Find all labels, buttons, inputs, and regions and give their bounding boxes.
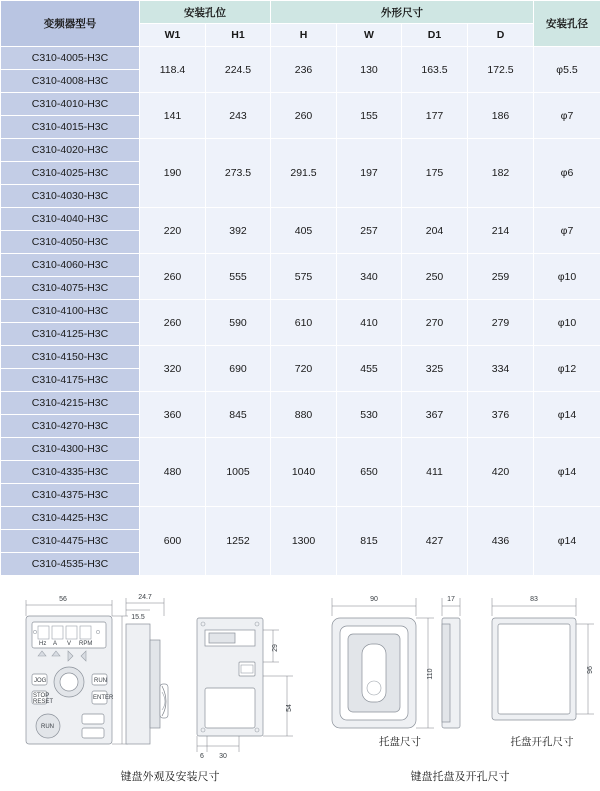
cell-w1: 360: [140, 392, 206, 438]
cell-model: C310-4020-H3C: [1, 139, 140, 162]
dim-tray-width: 90: [370, 596, 378, 603]
cell-d: 182: [468, 139, 534, 208]
cell-d: 259: [468, 254, 534, 300]
panel-cutout-view: [472, 588, 600, 758]
cell-model: C310-4008-H3C: [1, 70, 140, 93]
label-tray-size: 托盘尺寸: [360, 734, 440, 749]
cell-w: 130: [337, 47, 402, 93]
cell-model: C310-4060-H3C: [1, 254, 140, 277]
cell-d1: 204: [402, 208, 468, 254]
cell-model: C310-4300-H3C: [1, 438, 140, 461]
cell-d: 279: [468, 300, 534, 346]
cell-dia: φ14: [534, 392, 600, 438]
dim-panel-b1: 6: [200, 753, 204, 760]
cell-d1: 411: [402, 438, 468, 507]
svg-text:Hz: Hz: [39, 641, 46, 647]
dim-keypad-width: 56: [59, 596, 67, 603]
cell-h1: 224.5: [206, 47, 271, 93]
cell-h: 405: [271, 208, 337, 254]
cell-model: C310-4425-H3C: [1, 507, 140, 530]
cell-d: 172.5: [468, 47, 534, 93]
cell-d: 214: [468, 208, 534, 254]
cell-w1: 480: [140, 438, 206, 507]
cell-model: C310-4270-H3C: [1, 415, 140, 438]
cell-w: 155: [337, 93, 402, 139]
svg-text:RESET: RESET: [33, 699, 53, 705]
table-row: [1, 47, 600, 70]
cell-h: 1040: [271, 438, 337, 507]
cell-dia: φ7: [534, 208, 600, 254]
dim-hole-width: 83: [530, 596, 538, 603]
cell-d1: 175: [402, 139, 468, 208]
keypad-side-view: [118, 588, 184, 758]
svg-text:JOG: JOG: [34, 678, 47, 684]
cell-model: C310-4030-H3C: [1, 185, 140, 208]
cell-d: 186: [468, 93, 534, 139]
cell-h1: 1252: [206, 507, 271, 576]
cell-w: 455: [337, 346, 402, 392]
svg-text:RPM: RPM: [79, 641, 92, 647]
header-model: 变频器型号: [1, 1, 140, 47]
cell-d1: 177: [402, 93, 468, 139]
cell-d1: 163.5: [402, 47, 468, 93]
table-header-row-1: [1, 1, 600, 24]
table-row: [1, 300, 600, 323]
cell-w: 197: [337, 139, 402, 208]
svg-text:RUN: RUN: [94, 678, 107, 684]
cell-model: C310-4075-H3C: [1, 277, 140, 300]
cell-dia: φ7: [534, 93, 600, 139]
table-row: [1, 507, 600, 530]
svg-text:A: A: [53, 641, 57, 647]
cell-h: 291.5: [271, 139, 337, 208]
cell-w: 257: [337, 208, 402, 254]
dim-panel-b2: 30: [219, 753, 227, 760]
cell-d: 436: [468, 507, 534, 576]
header-w: W: [337, 24, 402, 47]
cell-model: C310-4150-H3C: [1, 346, 140, 369]
table-row: [1, 346, 600, 369]
cell-h1: 590: [206, 300, 271, 346]
cell-model: C310-4005-H3C: [1, 47, 140, 70]
cell-d1: 250: [402, 254, 468, 300]
cell-model: C310-4175-H3C: [1, 369, 140, 392]
cell-w1: 600: [140, 507, 206, 576]
header-h1: H1: [206, 24, 271, 47]
caption-left: 键盘外观及安装尺寸: [40, 768, 300, 784]
dim-panel-h2: 54: [286, 704, 293, 712]
cell-d1: 325: [402, 346, 468, 392]
dim-keypad-depth2: 15.5: [131, 614, 145, 621]
cell-h1: 690: [206, 346, 271, 392]
cell-dia: φ14: [534, 438, 600, 507]
dim-panel-h1: 29: [272, 644, 279, 652]
cell-dia: φ10: [534, 254, 600, 300]
cell-h1: 1005: [206, 438, 271, 507]
cell-h: 610: [271, 300, 337, 346]
cell-model: C310-4015-H3C: [1, 116, 140, 139]
cell-w: 815: [337, 507, 402, 576]
header-d: D: [468, 24, 534, 47]
cell-model: C310-4010-H3C: [1, 93, 140, 116]
cell-w1: 260: [140, 300, 206, 346]
tray-front-view: [318, 588, 438, 758]
label-tray-hole-size: 托盘开孔尺寸: [492, 734, 592, 749]
cell-w: 650: [337, 438, 402, 507]
table-row: [1, 438, 600, 461]
cell-h: 236: [271, 47, 337, 93]
cell-h1: 392: [206, 208, 271, 254]
cell-w: 410: [337, 300, 402, 346]
table-row: [1, 392, 600, 415]
table-row: [1, 208, 600, 231]
cell-h1: 243: [206, 93, 271, 139]
cell-w1: 118.4: [140, 47, 206, 93]
table-row: [1, 254, 600, 277]
cell-h: 880: [271, 392, 337, 438]
cell-d: 376: [468, 392, 534, 438]
header-mounting-holes: 安装孔位: [140, 1, 271, 24]
svg-text:RUN: RUN: [41, 724, 54, 730]
cell-h: 575: [271, 254, 337, 300]
cell-d1: 367: [402, 392, 468, 438]
cell-h1: 845: [206, 392, 271, 438]
keypad-back-view: [183, 588, 303, 768]
cell-d: 420: [468, 438, 534, 507]
cell-w1: 220: [140, 208, 206, 254]
cell-model: C310-4040-H3C: [1, 208, 140, 231]
cell-model: C310-4335-H3C: [1, 461, 140, 484]
cell-h: 720: [271, 346, 337, 392]
cell-model: C310-4375-H3C: [1, 484, 140, 507]
cell-h: 1300: [271, 507, 337, 576]
cell-model: C310-4050-H3C: [1, 231, 140, 254]
cell-model: C310-4100-H3C: [1, 300, 140, 323]
cell-dia: φ12: [534, 346, 600, 392]
dim-tray-depth: 17: [447, 596, 455, 603]
dim-keypad-depth: 24.7: [138, 594, 152, 601]
cell-model: C310-4125-H3C: [1, 323, 140, 346]
cell-model: C310-4215-H3C: [1, 392, 140, 415]
cell-dia: φ14: [534, 507, 600, 576]
table-row: [1, 93, 600, 116]
cell-model: C310-4535-H3C: [1, 553, 140, 576]
cell-w1: 141: [140, 93, 206, 139]
svg-text:V: V: [67, 641, 71, 647]
cell-w: 530: [337, 392, 402, 438]
cell-dia: φ6: [534, 139, 600, 208]
cell-model: C310-4025-H3C: [1, 162, 140, 185]
caption-right: 键盘托盘及开孔尺寸: [330, 768, 590, 784]
svg-text:STOP: STOP: [33, 693, 49, 699]
svg-text:ENTER: ENTER: [93, 695, 114, 701]
cell-w1: 190: [140, 139, 206, 208]
cell-model: C310-4475-H3C: [1, 530, 140, 553]
header-h: H: [271, 24, 337, 47]
header-hole-diameter: 安装孔径: [534, 1, 600, 47]
cell-d1: 270: [402, 300, 468, 346]
cell-h: 260: [271, 93, 337, 139]
cell-d1: 427: [402, 507, 468, 576]
cell-w1: 260: [140, 254, 206, 300]
cell-dia: φ5.5: [534, 47, 600, 93]
cell-dia: φ10: [534, 300, 600, 346]
header-w1: W1: [140, 24, 206, 47]
cell-w1: 320: [140, 346, 206, 392]
figure-area: [0, 576, 600, 791]
cell-d: 334: [468, 346, 534, 392]
cell-w: 340: [337, 254, 402, 300]
table-row: [1, 139, 600, 162]
header-outer-dimensions: 外形尺寸: [271, 1, 534, 24]
cell-h1: 555: [206, 254, 271, 300]
cell-h1: 273.5: [206, 139, 271, 208]
header-d1: D1: [402, 24, 468, 47]
dim-tray-height: 110: [427, 668, 434, 679]
dim-hole-height: 96: [587, 666, 594, 674]
